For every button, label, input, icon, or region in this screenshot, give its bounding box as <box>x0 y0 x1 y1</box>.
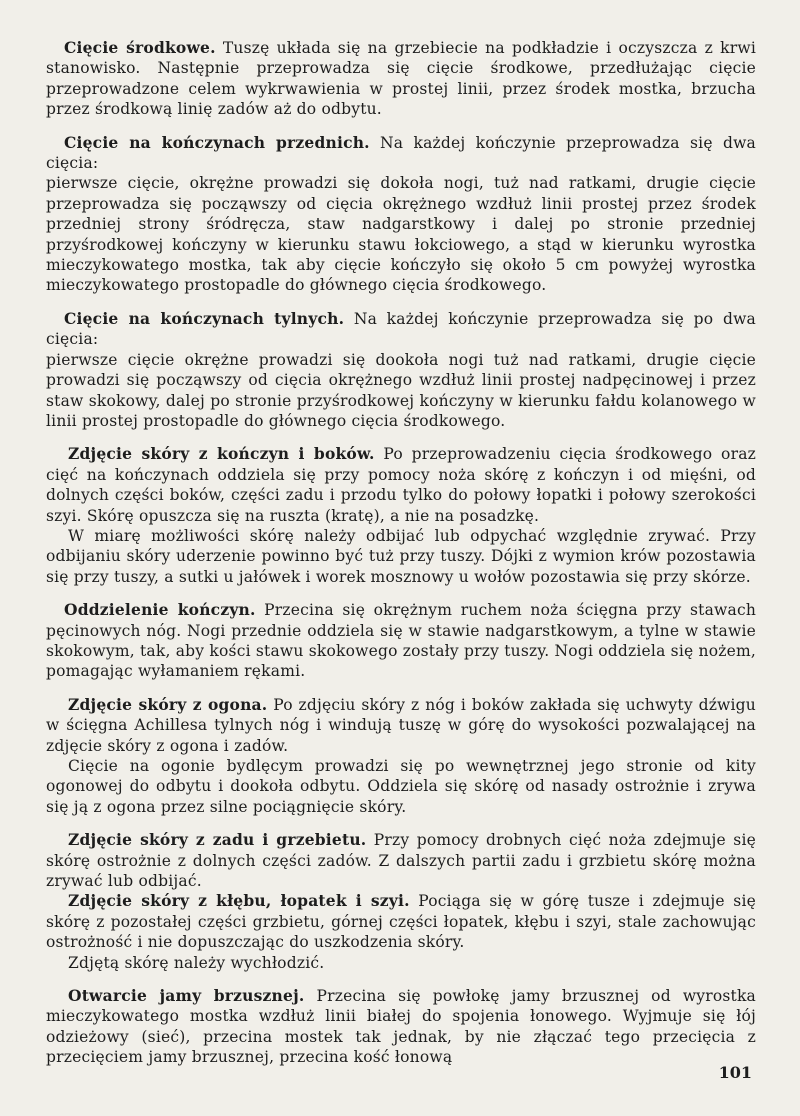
paragraph-zdjecie-skory-konczyn <box>46 444 756 526</box>
paragraph-konczyny-przednie-detail <box>46 173 756 295</box>
paragraph-text: Przecina się okrężnym ruchem noża ścięgna przy stawach pęcinowych nóg. Nogi przednie oddziela się w stawie nadgarstkowym, a tylne w stawie skokowym, tak, aby kości stawu skokowego zostały przy tuszy. Nogi oddziela się nożem, pomagając wyłamaniem rękami. <box>46 601 757 681</box>
paragraph-text: Zdjętą skórę należy wychłodzić. <box>68 953 325 972</box>
paragraph-text: Pociąga się w górę tusze i zdejmuje się skórę z pozostałej części grzbietu, górnej części łopatek, kłębu i szyi, stale zachowując ostrożność i nie dopuszczając do uszkodzenia skóry. <box>46 892 756 952</box>
paragraph-text: W miarę możliwości skórę należy odbijać lub odpychać względnie zrywać. Przy odbijaniu skóry uderzenie powinno być tuż przy tuszy. Dójki z wymion krów pozostawia się przy tuszy, a sutki u jałówek i worek mosznowy u wołów pozostawia się przy skórze. <box>46 526 756 586</box>
paragraph-konczyny-tylne-detail <box>46 350 756 432</box>
heading-zdjecie-skory-konczyn: Zdjęcie skóry z kończyn i boków. <box>68 444 375 464</box>
paragraph-konczyny-tylne <box>46 309 756 350</box>
paragraph-zdjecie-skory-zadu <box>46 830 756 891</box>
paragraph-text: Przy pomocy drobnych cięć noża zdejmuje się skórę ostrożnie z dolnych części zadów. Z dalszych partii zadu i grzbietu skórę można zrywać lub odbijać. <box>46 831 756 891</box>
paragraph-text: Na każdej kończynie przeprowadza się dwa cięcia: <box>46 133 756 173</box>
heading-konczyny-przednie: Cięcie na kończynach przednich. <box>64 132 370 152</box>
paragraph-text: pierwsze cięcie, okrężne prowadzi się dokoła nogi, tuż nad ratkami, drugie cięcie przeprowadza się począwszy od cięcia okrężnego wzdłuż linii prostej przez środek przedniej strony śródręcza, staw nadgarstkowy i dalej po stronie przedniej przyśrodkowej kończyny w kierunku stawu łokciowego, a stąd w kierunku wyrostka mieczykowatego mostka, tak aby cięcie kończyło się około 5 cm powyżej wyrostka mieczykowatego prostopadle do głównego cięcia środkowego. <box>46 174 756 295</box>
heading-zdjecie-skory-klebu: Zdjęcie skóry z kłębu, łopatek i szyi. <box>68 891 410 911</box>
heading-zdjecie-skory-zadu: Zdjęcie skóry z zadu i grzebietu. <box>68 830 367 850</box>
paragraph-text: Po zdjęciu skóry z nóg i boków zakłada się uchwyty dźwigu w ścięgna Achillesa tylnych nóg i windują tuszę w górę do wysokości pozwalającej na zdjęcie skóry z ogona i zadów. <box>46 695 756 755</box>
paragraph-otwarcie-jamy <box>46 986 756 1068</box>
paragraph-text: Tuszę układa się na grzebiecie na podkładzie i oczyszcza z krwi stanowisko. Następnie przeprowadza się cięcie środkowe, przedłużając cięcie przeprowadzone celem wykrwawienia w prostej linii, przez środek mostka, brzucha przez środkową linię zadów aż do odbytu. <box>46 39 756 119</box>
paragraph-text: Przecina się powłokę jamy brzusznej od wyrostka mieczykowatego mostka wzdłuż linii białej do spojenia łonowego. Wyjmuje się łój odzieżowy (sieć), przecina mostek tak jednak, by nie złączać tego przecięcia z przecięciem jamy brzusznej, przecina kość łonową <box>46 987 756 1067</box>
paragraph-text: Cięcie na ogonie bydlęcym prowadzi się po wewnętrznej jego stronie od kity ogonowej do odbytu i dookoła odbytu. Oddziela się skórę od nasady ostrożnie i zrywa się ją z ogona przez silne pociągnięcie skóry. <box>46 757 756 816</box>
paragraph-ciecie-na-ogonie <box>46 756 756 817</box>
heading-oddzielenie-konczyn: Oddzielenie kończyn. <box>64 600 256 620</box>
paragraph-ciecie-srodkowe <box>46 38 756 120</box>
paragraph-wychlodzenie <box>46 953 756 973</box>
page-number: 101 <box>718 1063 752 1082</box>
paragraph-zdjecie-skory-ogona <box>46 695 756 756</box>
paragraph-text: pierwsze cięcie okrężne prowadzi się dookoła nogi tuż nad ratkami, drugie cięcie prowadzi się począwszy od cięcia okrężnego wzdłuż linii prostej nadpęcinowej i przez staw skokowy, dalej po stronie przyśrodkowej kończyny w kierunku fałdu kolanowego w linii prostej prostopadle do głównego cięcia środkowego. <box>46 350 756 430</box>
heading-konczyny-tylne: Cięcie na kończynach tylnych. <box>64 308 345 328</box>
paragraph-text: Na każdej kończynie przeprowadza się po dwa cięcia: <box>46 309 756 349</box>
paragraph-oddzielenie-konczyn <box>46 600 756 682</box>
paragraph-zdjecie-skory-klebu <box>46 891 756 952</box>
paragraph-odbijanie-skory <box>46 526 756 587</box>
paragraph-text: Po przeprowadzeniu cięcia środkowego oraz cięć na kończynach oddziela się przy pomocy noża skórę z kończyn i od mięśni, od dolnych części boków, części zadu i przodu tylko do połowy łopatki i połowy szerokości szyi. Skórę opuszcza się na ruszta (kratę), a nie na posadzkę. <box>46 445 756 525</box>
heading-zdjecie-skory-ogona: Zdjęcie skóry z ogona. <box>68 694 268 714</box>
paragraph-konczyny-przednie <box>46 133 756 174</box>
heading-ciecie-srodkowe: Cięcie środkowe. <box>64 38 216 57</box>
heading-otwarcie-jamy: Otwarcie jamy brzusznej. <box>68 986 305 1006</box>
